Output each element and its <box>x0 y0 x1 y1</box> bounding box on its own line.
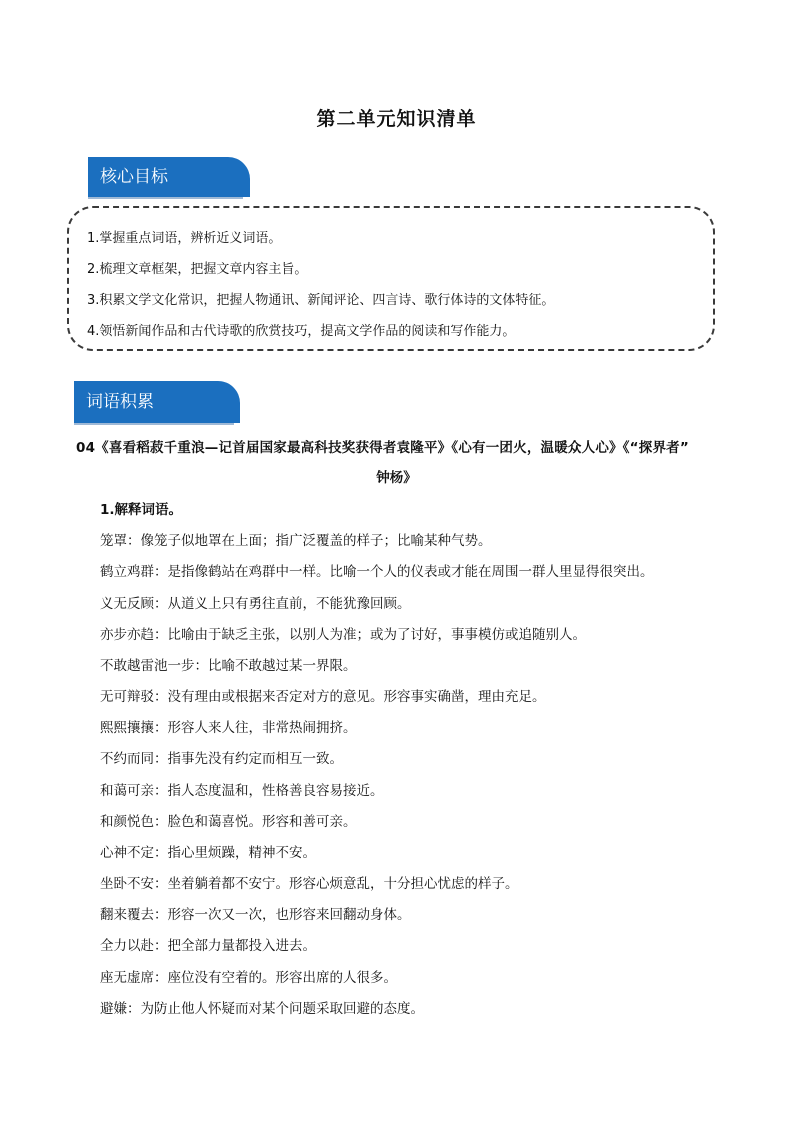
vocab-item: 和蔼可亲：指人态度温和，性格善良容易接近。 <box>100 783 384 799</box>
vocab-item: 笼罩：像笼子似地罩在上面；指广泛覆盖的样子；比喻某种气势。 <box>100 533 492 549</box>
vocabulary-subheading: 1.解释词语。 <box>100 502 183 518</box>
vocab-item: 无可辩驳：没有理由或根据来否定对方的意见。形容事实确凿，理由充足。 <box>100 689 546 705</box>
vocab-item: 不敢越雷池一步：比喻不敢越过某一界限。 <box>100 658 357 674</box>
vocabulary-heading: 词语积累 <box>74 381 240 423</box>
goal-item-4: 4.领悟新闻作品和古代诗歌的欣赏技巧，提高文学作品的阅读和写作能力。 <box>87 324 516 339</box>
vocab-item: 亦步亦趋：比喻由于缺乏主张，以别人为准；或为了讨好，事事模仿或追随别人。 <box>100 627 586 643</box>
vocab-item: 心神不定：指心里烦躁，精神不安。 <box>100 845 316 861</box>
vocab-item: 全力以赴：把全部力量都投入进去。 <box>100 938 316 954</box>
vocab-item: 座无虚席：座位没有空着的。形容出席的人很多。 <box>100 970 397 986</box>
core-goals-heading: 核心目标 <box>88 157 250 197</box>
goal-item-1: 1.掌握重点词语，辨析近义词语。 <box>87 231 282 246</box>
vocab-item: 鹤立鸡群：是指像鹤站在鸡群中一样。比喻一个人的仪表或才能在周围一群人里显得很突出。 <box>100 564 654 580</box>
vocab-item: 熙熙攘攘：形容人来人往，非常热闹拥挤。 <box>100 720 357 736</box>
article-title: 04《喜看稻菽千重浪—记首届国家最高科技奖获得者袁隆平》《心有一团火，温暖众人心》《“探界者” <box>76 440 689 456</box>
goal-item-2: 2.梳理文章框架，把握文章内容主旨。 <box>87 262 308 277</box>
vocab-item: 翻来覆去：形容一次又一次，也形容来回翻动身体。 <box>100 907 411 923</box>
core-goals-heading-underline <box>88 197 243 199</box>
vocabulary-heading-underline <box>74 423 234 425</box>
vocab-item: 和颜悦色：脸色和蔼喜悦。形容和善可亲。 <box>100 814 357 830</box>
article-title-continued: 钟杨》 <box>376 470 417 486</box>
vocab-item: 义无反顾：从道义上只有勇往直前，不能犹豫回顾。 <box>100 596 411 612</box>
vocab-item: 坐卧不安：坐着躺着都不安宁。形容心烦意乱，十分担心忧虑的样子。 <box>100 876 519 892</box>
goal-item-3: 3.积累文学文化常识，把握人物通讯、新闻评论、四言诗、歌行体诗的文体特征。 <box>87 293 555 308</box>
vocab-item: 避嫌：为防止他人怀疑而对某个问题采取回避的态度。 <box>100 1001 424 1017</box>
page-title: 第二单元知识清单 <box>316 108 477 130</box>
vocab-item: 不约而同：指事先没有约定而相互一致。 <box>100 751 343 767</box>
